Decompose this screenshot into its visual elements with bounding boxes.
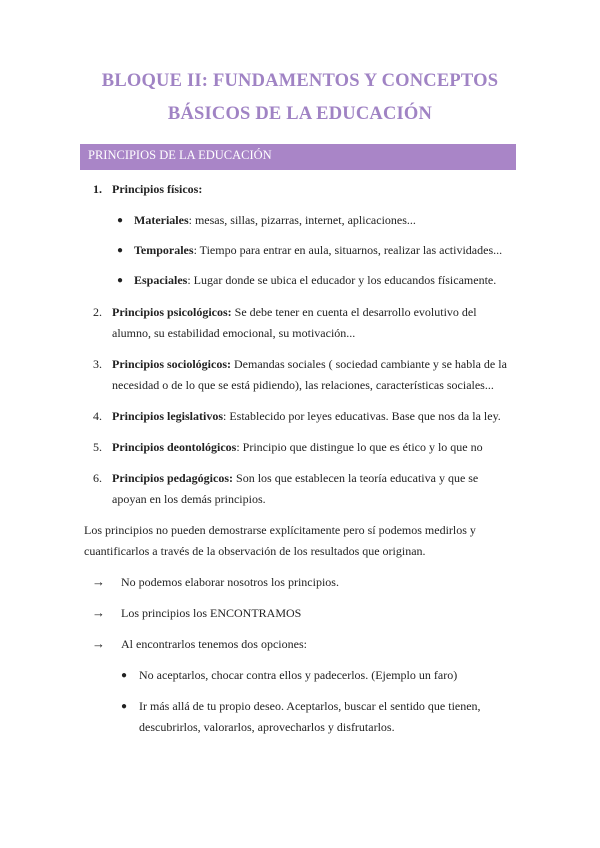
subitem-text: : Tiempo para entrar en aula, situarnos, realizar las actividades... [193, 243, 503, 257]
list-item-6-label: Principios pedagógicos: [112, 471, 234, 485]
list-item-1-label: Principios físicos: [112, 182, 203, 196]
list-item-2-text: Se debe tener en cuenta el desarrollo evolutivo del [231, 305, 477, 319]
section-heading: PRINCIPIOS DE LA EDUCACIÓN [88, 148, 272, 162]
list-number-2: 2. [93, 305, 102, 319]
bullet-icon: ● [117, 245, 124, 256]
paragraph-line-2: cuantificarlos a través de la observación de los resultados que originan. [84, 544, 426, 558]
list-item-2 [112, 305, 477, 320]
paragraph-line-1: Los principios no pueden demostrarse explícitamente pero sí podemos medirlos y [84, 523, 476, 537]
list-item-1 [112, 182, 202, 197]
list-number-4: 4. [93, 409, 102, 423]
subitem-label: Materiales [134, 213, 189, 227]
list-item-3 [112, 357, 507, 372]
option-2-continuation: descubrirlos, valorarlos, aprovecharlos y disfrutarlos. [139, 720, 395, 734]
document-title-line1: BLOQUE II: FUNDAMENTOS Y CONCEPTOS [101, 71, 499, 91]
document-title-line2: BÁSICOS DE LA EDUCACIÓN [167, 104, 433, 124]
subitem-text: : Lugar donde se ubica el educador y los educandos físicamente. [187, 273, 497, 287]
list-item-5-label: Principios deontológicos [112, 440, 237, 454]
list-item-4-text: : Establecido por leyes educativas. Base que nos da la ley. [223, 409, 501, 423]
arrow-right-icon: → [92, 605, 105, 620]
arrow-right-icon: → [92, 636, 105, 651]
subitem-temporales [134, 243, 502, 258]
list-item-6-continuation: apoyan en los demás principios. [112, 492, 266, 506]
bullet-icon: ● [121, 670, 128, 681]
arrow-right-icon: → [92, 574, 105, 589]
list-number-6: 6. [93, 471, 102, 485]
subitem-label: Temporales [134, 243, 194, 257]
list-item-2-label: Principios psicológicos: [112, 305, 232, 319]
list-number-3: 3. [93, 357, 102, 371]
subitem-materiales [134, 213, 416, 228]
list-item-4-label: Principios legislativos [112, 409, 223, 423]
list-number-5: 5. [93, 440, 102, 454]
bullet-icon: ● [117, 275, 124, 286]
list-item-2-continuation: alumno, su estabilidad emocional, su motivación... [112, 326, 356, 340]
list-item-6-text: Son los que establecen la teoría educativa y que se [233, 471, 479, 485]
subitem-text: : mesas, sillas, pizarras, internet, aplicaciones... [188, 213, 416, 227]
arrow-item-2: Los principios los ENCONTRAMOS [121, 606, 302, 620]
list-item-3-continuation: necesidad o de lo que se está pidiendo), las relaciones, características sociales... [112, 378, 494, 392]
list-item-3-label: Principios sociológicos: [112, 357, 231, 371]
subitem-espaciales [134, 273, 496, 288]
section-heading-band [80, 144, 516, 170]
list-item-3-text: Demandas sociales ( sociedad cambiante y se habla de la [231, 357, 507, 371]
option-2: Ir más allá de tu propio deseo. Aceptarlos, buscar el sentido que tienen, [139, 699, 481, 713]
arrow-item-1: No podemos elaborar nosotros los principios. [121, 575, 339, 589]
list-item-6 [112, 471, 478, 486]
list-item-5-text: : Principio que distingue lo que es ético y lo que no [236, 440, 483, 454]
bullet-icon: ● [121, 701, 128, 712]
option-1: No aceptarlos, chocar contra ellos y padecerlos. (Ejemplo un faro) [139, 668, 458, 682]
list-number-1: 1. [93, 182, 102, 196]
list-item-5 [112, 440, 483, 455]
subitem-label: Espaciales [134, 273, 188, 287]
bullet-icon: ● [117, 215, 124, 226]
arrow-item-3: Al encontrarlos tenemos dos opciones: [121, 637, 307, 651]
list-item-4 [112, 409, 501, 424]
